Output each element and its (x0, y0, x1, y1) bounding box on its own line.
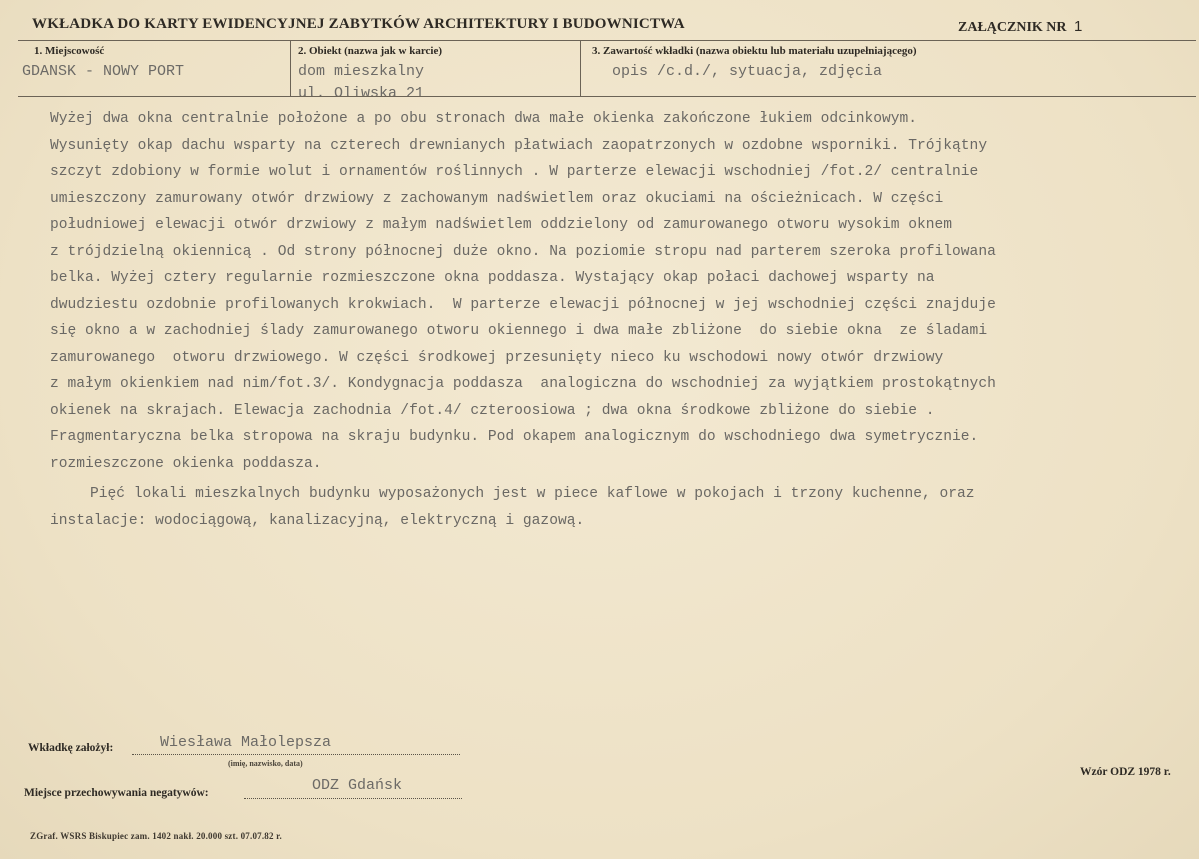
storage-label: Miejsce przechowywania negatywów: (24, 787, 209, 799)
content-value: opis /c.d./, sytuacja, zdjęcia (612, 63, 883, 80)
body-line: z trójdzielną okiennicą . Od strony północnej duże okno. Na poziomie stropu nad parterem szeroka profilowana (50, 243, 996, 260)
field-divider-2 (580, 40, 581, 96)
annex-label (958, 18, 1082, 36)
storage-value: ODZ Gdańsk (312, 777, 403, 794)
header-top-rule (18, 40, 1196, 41)
body-line: Fragmentaryczna belka stropowa na skraju budynku. Pod okapem analogicznym do wschodniego dwa symetrycznie. (50, 429, 979, 445)
paragraph2-line1: Pięć lokali mieszkalnych budynku wyposażonych jest w piece kaflowe w pokojach i trzony kuchenne, oraz (90, 486, 975, 502)
author-caption: (imię, nazwisko, data) (228, 759, 303, 768)
locality-label: 1. Miejscowość (34, 45, 105, 57)
field-divider-1 (290, 40, 291, 96)
form-title: WKŁADKA DO KARTY EWIDENCYJNEJ ZABYTKÓW ARCHITEKTURY I BUDOWNICTWA (32, 16, 685, 32)
locality-value: GDANSK - NOWY PORT (22, 63, 185, 80)
object-value-line2: ul. Oliwska 21 (298, 85, 425, 96)
header-bottom-rule (18, 96, 1196, 97)
author-label: Wkładkę założył: (28, 742, 114, 754)
author-dotline (132, 754, 460, 755)
body-line: szczyt zdobiony w formie wolut i ornamentów roślinnych . W parterze elewacji wschodniej /fot.2/ centralnie (50, 164, 979, 180)
printer-imprint: ZGraf. WSRS Biskupiec zam. 1402 nakł. 20.000 szt. 07.07.82 r. (30, 831, 282, 841)
form-reference: Wzór ODZ 1978 r. (1080, 766, 1171, 778)
annex-number: 1 (1074, 18, 1083, 35)
body-line: umieszczony zamurowany otwór drzwiowy z zachowanym nadświetlem oraz okuciami na ościeżnicach. W części (50, 190, 944, 207)
body-line: zamurowanego otworu drzwiowego. W części środkowej przesunięty nieco ku wschodowi nowy otwór drzwiowy (50, 349, 944, 366)
body-line: okienek na skrajach. Elewacja zachodnia /fot.4/ czteroosiowa ; dwa okna środkowe zbliżone do siebie . (50, 402, 935, 419)
storage-dotline (244, 798, 462, 799)
annex-label-text: ZAŁĄCZNIK NR (958, 20, 1067, 35)
paragraph2-line2: instalacje: wodociągową, kanalizacyjną, elektryczną i gazową. (50, 512, 585, 529)
description-body (50, 106, 1170, 534)
body-line: belka. Wyżej cztery regularnie rozmieszczone okna poddasza. Wystający okap połaci dachowej wsparty na (50, 270, 935, 286)
body-line: południowej elewacji otwór drzwiowy z małym nadświetlem oddzielony od zamurowanego otworu wysokim oknem (50, 217, 953, 233)
body-line: Wysunięty okap dachu wsparty na czterech drewnianych płatwiach zaopatrzonych w ozdobne wsporniki. Trójkątny (50, 137, 988, 154)
object-label: 2. Obiekt (nazwa jak w karcie) (298, 45, 443, 57)
body-line: się okno a w zachodniej ślady zamurowanego otworu okiennego i dwa małe zbliżone do siebie okna ze śladami (50, 323, 988, 339)
body-line: rozmieszczone okienka poddasza. (50, 455, 322, 472)
body-line: dwudziestu ozdobnie profilowanych krokwiach. W parterze elewacji północnej w jej wschodniej części znajduje (50, 296, 996, 313)
content-label: 3. Zawartość wkładki (nazwa obiektu lub materiału uzupełniającego) (592, 45, 917, 57)
body-line: z małym okienkiem nad nim/fot.3/. Kondygnacja poddasza analogiczna do wschodniej za wyjątkiem prostokątnych (50, 376, 996, 392)
body-line: Wyżej dwa okna centralnie położone a po obu stronach dwa małe okienka zakończone łukiem odcinkowym. (50, 111, 918, 127)
object-value-line1: dom mieszkalny (298, 63, 425, 80)
author-value: Wiesława Małolepsza (160, 734, 332, 751)
